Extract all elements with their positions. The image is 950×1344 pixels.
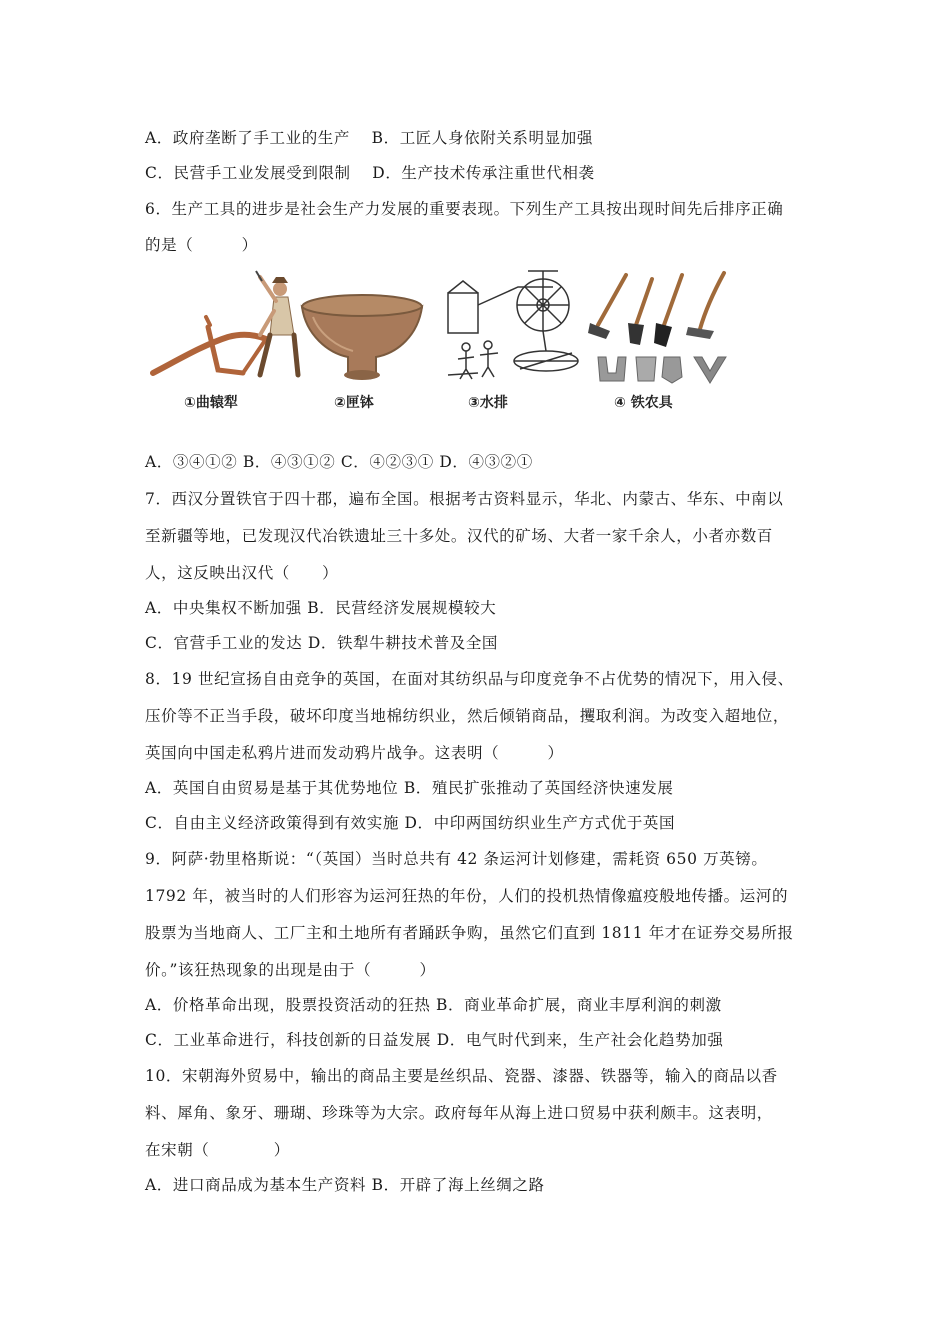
q10-options-ab: A．进口商品成为基本生产资料 B．开辟了海上丝绸之路 — [145, 1176, 545, 1194]
caption-iron-farm-tools: ④ 铁农具 — [614, 395, 673, 411]
q8-stem-line2: 压价等不正当手段，破坏印度当地棉纺织业，然后倾销商品，攫取利润。为改变入超地位， — [145, 707, 790, 725]
q9-stem-line1: 9．阿萨·勃里格斯说：“（英国）当时总共有 42 条运河计划修建，需耗资 650 万英镑。 — [145, 850, 768, 868]
q7-stem-line3: 人，这反映出汉代（ ） — [145, 564, 339, 582]
caption-saggar: ②匣钵 — [334, 395, 374, 411]
caption-curved-shaft-plow: ①曲辕犁 — [184, 395, 238, 411]
q9-options-cd: C．工业革命进行，科技创新的日益发展 D．电气时代到来，生产社会化趋势加强 — [145, 1031, 724, 1049]
q6-stem-line1: 6．生产工具的进步是社会生产力发展的重要表现。下列生产工具按出现时间先后排序正确 — [145, 200, 784, 218]
q10-stem-line2: 料、犀角、象牙、珊瑚、珍珠等为大宗。政府每年从海上进口贸易中获利颇丰。这表明， — [145, 1104, 773, 1122]
curved-shaft-plow-illustration — [153, 271, 298, 375]
q9-stem-line4: 价。”该狂热现象的出现是由于（ ） — [145, 961, 436, 979]
q9-stem-line2: 1792 年，被当时的人们形容为运河狂热的年份，人们的投机热情像瘟疫般地传播。运河的 — [145, 887, 789, 905]
caption-water-bellows: ③水排 — [468, 395, 508, 411]
q5-options-ab: A．政府垄断了手工业的生产 B．工匠人身依附关系明显加强 — [145, 129, 593, 147]
saggar-illustration — [302, 295, 422, 380]
q7-stem-line2: 至新疆等地，已发现汉代冶铁遗址三十多处。汉代的矿场、大者一家千余人，小者亦数百 — [145, 527, 773, 545]
q5-options-cd: C．民营手工业发展受到限制 D．生产技术传承注重世代相袭 — [145, 164, 595, 182]
q9-stem-line3: 股票为当地商人、工厂主和土地所有者踊跃争购，虽然它们直到 1811 年才在证券交易所报 — [145, 924, 794, 942]
production-tools-figure — [148, 265, 738, 420]
q9-options-ab: A．价格革命出现，股票投资活动的狂热 B．商业革命扩展，商业丰厚利润的刺激 — [145, 996, 722, 1014]
q7-options-cd: C．官营手工业的发达 D．铁犁牛耕技术普及全国 — [145, 634, 499, 652]
q8-options-ab: A．英国自由贸易是基于其优势地位 B．殖民扩张推动了英国经济快速发展 — [145, 779, 674, 797]
q6-stem-line2: 的是（ ） — [145, 236, 258, 254]
q8-options-cd: C．自由主义经济政策得到有效实施 D．中印两国纺织业生产方式优于英国 — [145, 814, 676, 832]
q10-stem-line1: 10．宋朝海外贸易中，输出的商品主要是丝织品、瓷器、漆器、铁器等，输入的商品以香 — [145, 1067, 778, 1085]
q7-stem-line1: 7．西汉分置铁官于四十郡，遍布全国。根据考古资料显示，华北、内蒙古、华东、中南以 — [145, 490, 784, 508]
q7-options-ab: A．中央集权不断加强 B．民营经济发展规模较大 — [145, 599, 497, 617]
q6-options: A．③④①② B．④③①② C．④②③① D．④③②① — [145, 453, 533, 471]
q8-stem-line3: 英国向中国走私鸦片进而发动鸦片战争。这表明（ ） — [145, 744, 564, 762]
q10-stem-line3: 在宋朝（ ） — [145, 1141, 290, 1159]
water-bellows-illustration — [448, 271, 578, 379]
q8-stem-line1: 8．19 世纪宣扬自由竞争的英国，在面对其纺织品与印度竞争不占优势的情况下，用入侵、 — [145, 670, 794, 688]
iron-farm-tools-illustration — [588, 273, 726, 383]
